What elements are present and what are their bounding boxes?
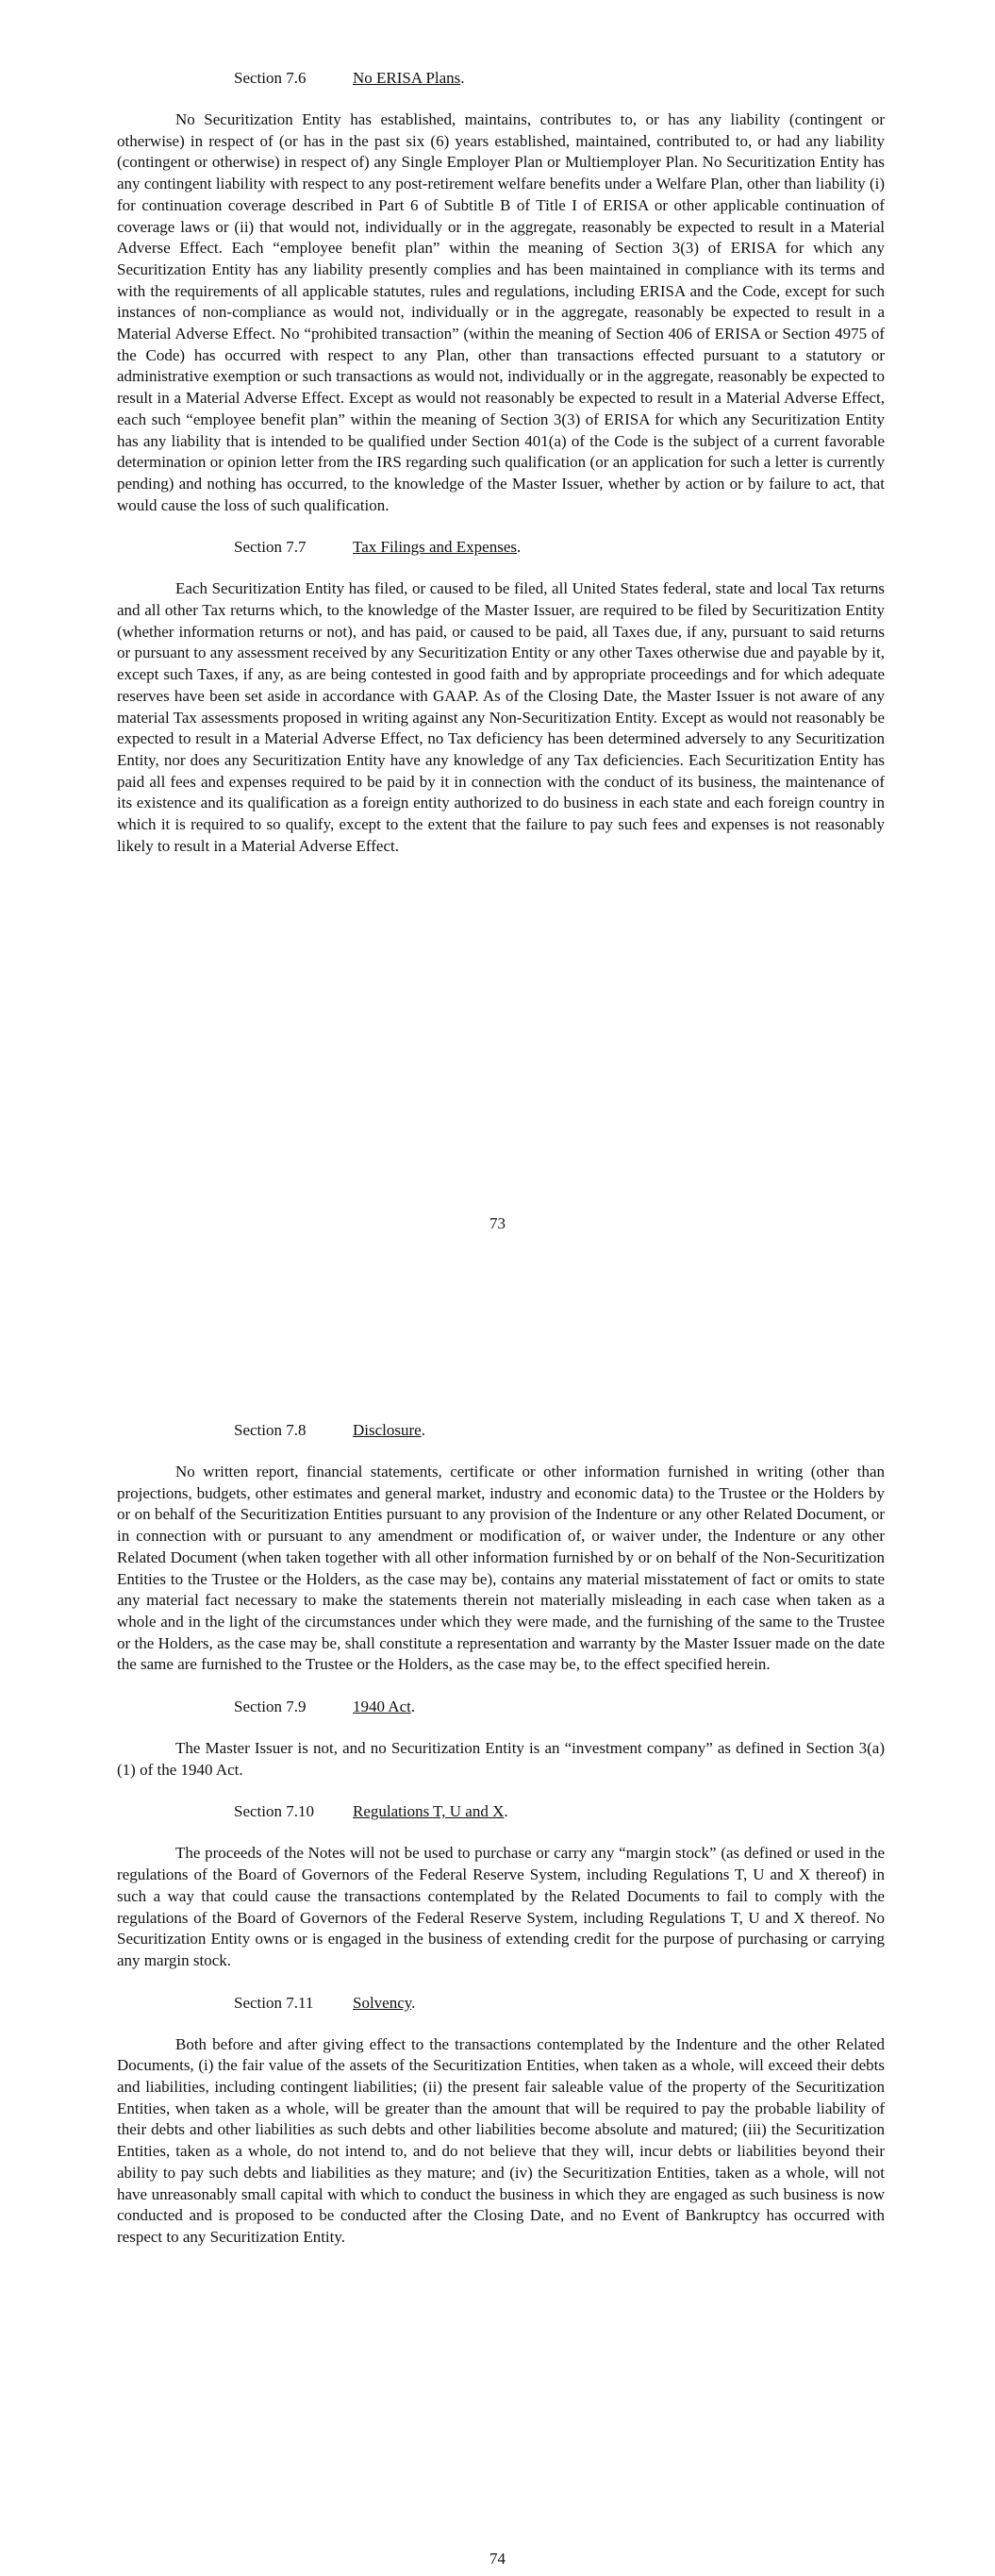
section-number: Section 7.8	[234, 1421, 307, 1439]
section-number: Section 7.7	[234, 538, 307, 557]
section-title: Solvency	[353, 1993, 412, 2012]
page-number: 74	[489, 2550, 506, 2568]
section-heading: Section 7.8 Disclosure.	[234, 1421, 425, 1439]
page-content	[117, 68, 885, 878]
page-content	[117, 1420, 885, 2269]
section-title: No ERISA Plans	[353, 69, 461, 87]
section-heading: Section 7.10 Regulations T, U and X.	[234, 1802, 508, 1821]
section-body: The Master Issuer is not, and no Securitization Entity is an “investment company” as defined in Section 3(a)(1) of the 1940 Act.	[117, 1739, 885, 1779]
section-title: Disclosure	[353, 1421, 422, 1439]
document-page-74	[0, 1288, 995, 2576]
section-title: 1940 Act	[353, 1698, 411, 1716]
section-heading: Section 7.6 No ERISA Plans.	[234, 69, 465, 87]
section-body: No Securitization Entity has established, maintains, contributes to, or has any liability (contingent or otherwise) in respect of (or has in the past six (6) years established, maintained, contributed to, or had any liability (contingent or otherwise) in respect of) any Single Employer Plan or Multiemployer Plan. No Securitization Entity has any contingent liability with respect to any post-retirement welfare benefits under a Welfare Plan, other than liability (i) for continuation coverage described in Part 6 of Subtitle B of Title I of ERISA or other applicable continuation of coverage laws or (ii) that would not, individually or in the aggregate, reasonably be expected to result in a Material Adverse Effect. Each “employee benefit plan” within the meaning of Section 3(3) of ERISA for which any Securitization Entity has any liability presently complies and has been maintained in compliance with its terms and with the requirements of all applicable statutes, rules and regulations, including ERISA and the Code, except for such instances of non-compliance as would not, individually or in the aggregate, reasonably be expected to result in a Material Adverse Effect. No “prohibited transaction” (within the meaning of Section 406 of ERISA or Section 4975 of the Code) has occurred with respect to any Plan, other than transactions effected pursuant to a statutory or administrative exemption or such transactions as would not, individually or in the aggregate, reasonably be expected to result in a Material Adverse Effect. Except as would not reasonably be expected to result in a Material Adverse Effect, each such “employee benefit plan” within the meaning of Section 3(3) of ERISA for which any Securitization Entity has any liability that is intended to be qualified under Section 401(a) of the Code is the subject of a current favorable determination or opinion letter from the IRS regarding such qualification (or an application for such a letter is currently pending) and nothing has occurred, to the knowledge of the Master Issuer, whether by action or by failure to act, that would cause the loss of such qualification.	[117, 110, 885, 514]
section-number: Section 7.6	[234, 69, 307, 87]
section-number: Section 7.10	[234, 1802, 314, 1821]
section-body: The proceeds of the Notes will not be used to purchase or carry any “margin stock” (as defined or used in the regulations of the Board of Governors of the Federal Reserve System, including Regulations T, U and X thereof) in such a way that could cause the transactions contemplated by the Related Documents to fail to comply with the regulations of the Board of Governors of the Federal Reserve System, including Regulations T, U and X thereof. No Securitization Entity owns or is engaged in the business of extending credit for the purpose of purchasing or carrying any margin stock.	[117, 1844, 885, 1969]
section-number: Section 7.9	[234, 1698, 307, 1716]
section-heading: Section 7.9 1940 Act.	[234, 1698, 416, 1716]
section-heading: Section 7.7 Tax Filings and Expenses.	[234, 538, 522, 557]
section-title: Regulations T, U and X	[353, 1802, 505, 1821]
section-body: Each Securitization Entity has filed, or caused to be filed, all United States federal, state and local Tax returns and all other Tax returns which, to the knowledge of the Master Issuer, are required to be filed by Securitization Entity (whether information returns or not), and has paid, or caused to be paid, all Taxes due, if any, pursuant to said returns or pursuant to any assessment received by any Securitization Entity or any other Taxes otherwise due and payable by it, except such Taxes, if any, as are being contested in good faith and by appropriate proceedings and for which adequate reserves have been set aside in accordance with GAAP. As of the Closing Date, the Master Issuer is not aware of any material Tax assessments proposed in writing against any Non-Securitization Entity. Except as would not reasonably be expected to result in a Material Adverse Effect, no Tax deficiency has been determined adversely to any Securitization Entity, nor does any Securitization Entity have any knowledge of any Tax deficiencies. Each Securitization Entity has paid all fees and expenses required to be paid by it in connection with the conduct of its business, the maintenance of its existence and its qualification as a foreign entity authorized to do business in each state and each foreign country in which it is required to so qualify, except to the extent that the failure to pay such fees and expenses is not reasonably likely to result in a Material Adverse Effect.	[117, 579, 885, 855]
section-body: Both before and after giving effect to the transactions contemplated by the Indenture and the other Related Documents, (i) the fair value of the assets of the Securitization Entities, when taken as a whole, will exceed their debts and liabilities, including contingent liabilities; (ii) the present fair saleable value of the property of the Securitization Entities, when taken as a whole, will be greater than the amount that will be required to pay the probable liability of their debts and other liabilities as such debts and other liabilities become absolute and matured; (iii) the Securitization Entities, taken as a whole, do not intend to, and do not believe that they will, incur debts or liabilities beyond their ability to pay such debts and liabilities as they mature; and (iv) the Securitization Entities, taken as a whole, will not have unreasonably small capital with which to conduct the business in which they are engaged as such business is now conducted and is proposed to be conducted after the Closing Date, and no Event of Bankruptcy has occurred with respect to any Securitization Entity.	[117, 2034, 885, 2246]
section-body: No written report, financial statements, certificate or other information furnished in writing (other than projections, budgets, other estimates and general market, industry and economic data) to the Trustee or the Holders by or on behalf of the Securitization Entities pursuant to any provision of the Indenture or any other Related Document, or in connection with or pursuant to any amendment or modification of, or waiver under, the Indenture or any other Related Document (when taken together with all other information furnished by or on behalf of the Non-Securitization Entities to the Trustee or the Holders, as the case may be), contains any material misstatement of fact or omits to state any material fact necessary to make the statements therein not materially misleading in each case when taken as a whole and in the light of the circumstances under which they were made, and the furnishing of the same to the Trustee or the Holders, as the case may be, shall constitute a representation and warranty by the Master Issuer made on the date the same are furnished to the Trustee or the Holders, as the case may be, to the effect specified herein.	[117, 1463, 885, 1674]
section-number: Section 7.11	[234, 1993, 314, 2012]
section-title: Tax Filings and Expenses	[353, 538, 517, 557]
section-heading: Section 7.11 Solvency.	[234, 1993, 416, 2012]
page-number: 73	[489, 1214, 506, 1232]
